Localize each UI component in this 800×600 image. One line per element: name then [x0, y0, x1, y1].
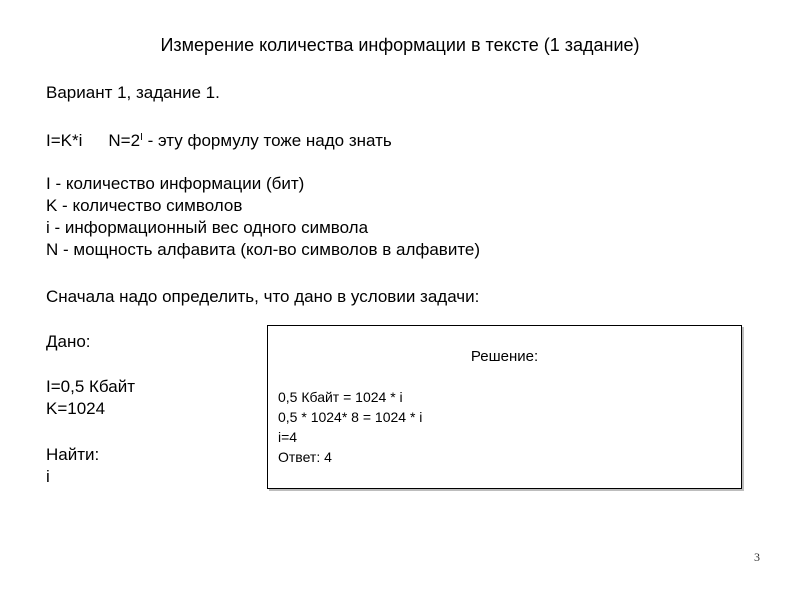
definition-alphabet-power: N - мощность алфавита (кол-во символов в алфавите) — [46, 240, 481, 259]
find-item: i — [46, 467, 50, 486]
given-label: Дано: — [46, 332, 91, 351]
definition-symbol-weight: i - информационный вес одного символа — [46, 218, 369, 237]
solution-line: i=4 — [278, 429, 298, 445]
find-label: Найти: — [46, 445, 100, 464]
formula-note: - эту формулу тоже надо знать — [142, 131, 392, 150]
formula-line — [46, 130, 392, 152]
solution-answer: Ответ: 4 — [278, 449, 332, 465]
given-item: K=1024 — [46, 399, 106, 418]
solution-box — [267, 325, 742, 489]
slide-title: Измерение количества информации в тексте (1 задание) — [160, 35, 640, 55]
formula-alphabet-power — [108, 131, 142, 150]
definition-information: I - количество информации (бит) — [46, 174, 305, 193]
formula-exponent: I — [140, 132, 143, 143]
given-item: I=0,5 Кбайт — [46, 377, 135, 396]
solution-heading: Решение: — [470, 348, 539, 365]
solution-line: 0,5 Кбайт = 1024 * i — [278, 389, 403, 405]
instruction-text: Сначала надо определить, что дано в условии задачи: — [46, 287, 480, 306]
page-number: 3 — [754, 550, 760, 564]
solution-line: 0,5 * 1024* 8 = 1024 * i — [278, 409, 423, 425]
formula-base: N=2 — [108, 131, 141, 150]
definition-symbol-count: K - количество символов — [46, 196, 243, 215]
formula-information: I=K*i — [46, 131, 83, 150]
variant-heading: Вариант 1, задание 1. — [46, 83, 220, 102]
